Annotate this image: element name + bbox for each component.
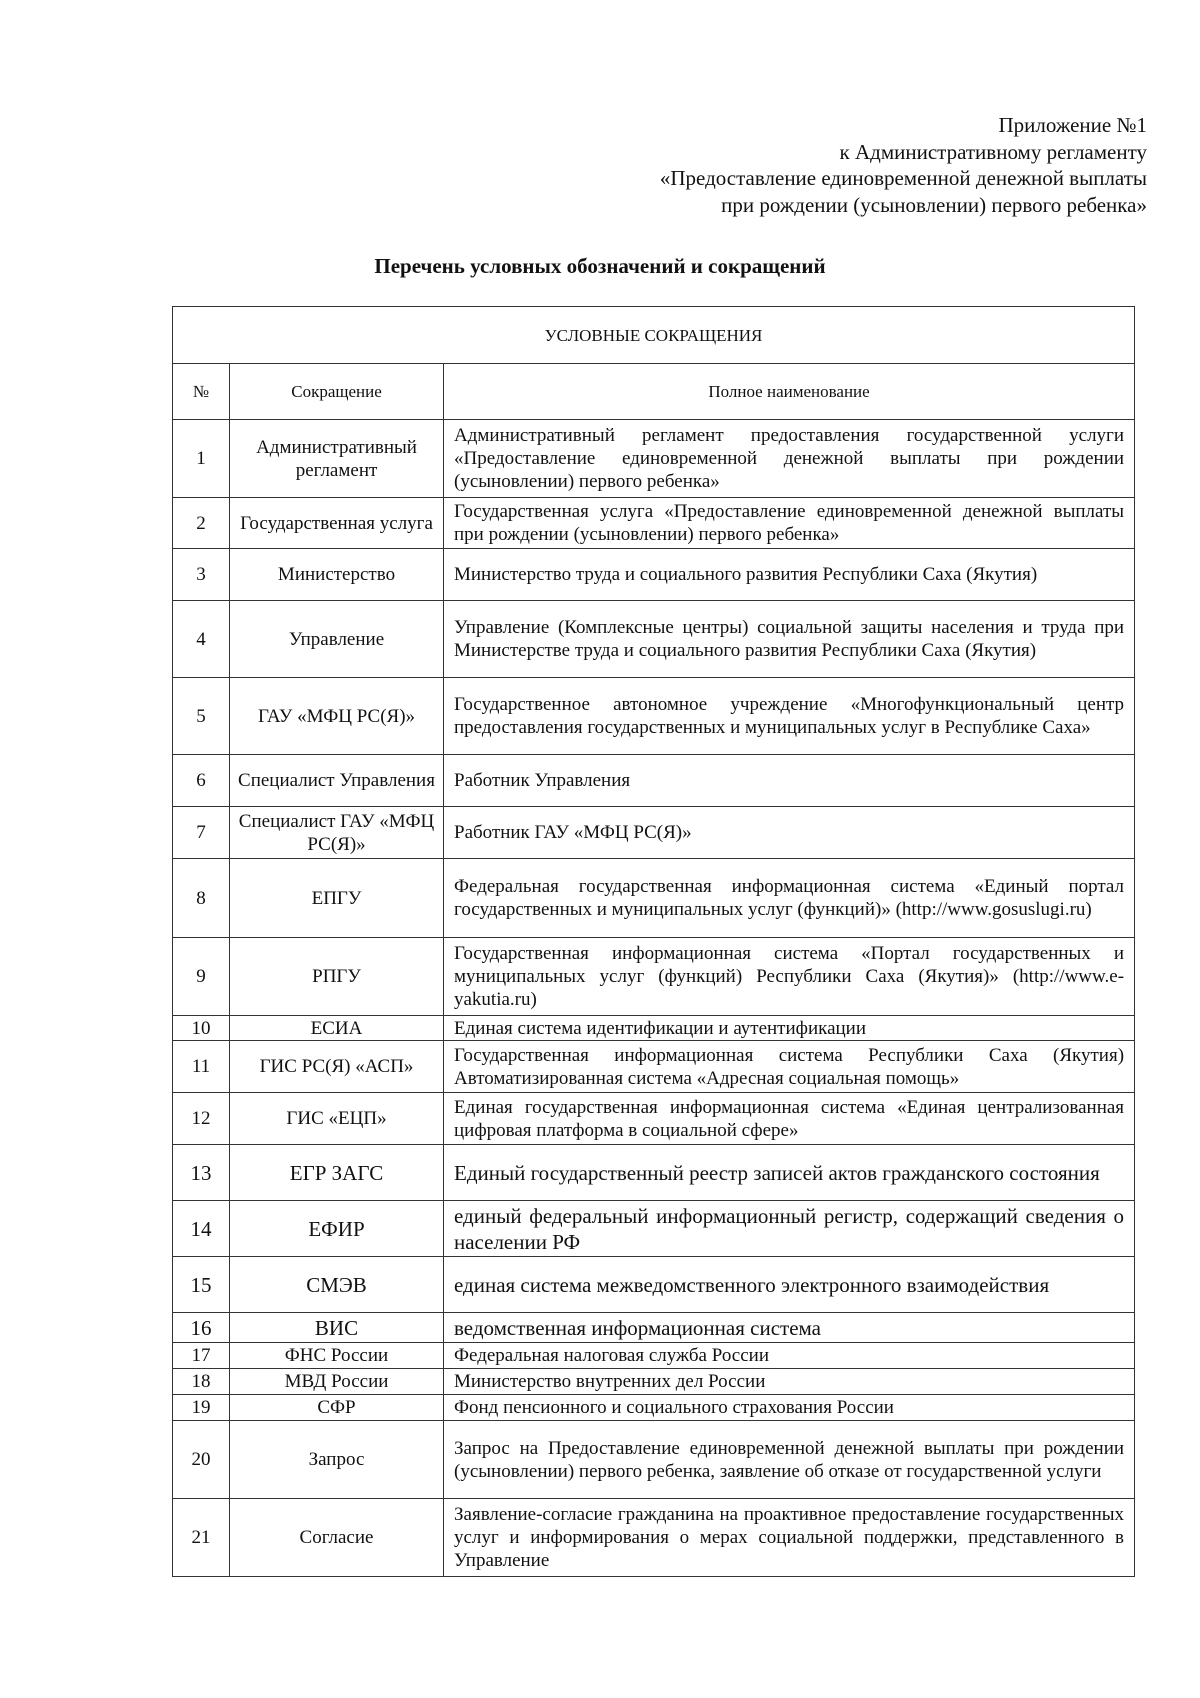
row-full-name: единый федеральный информационный регистр, содержащий сведения о населении РФ [444,1201,1135,1257]
row-abbreviation: Специалист Управления [230,755,444,807]
row-full-name: Работник Управления [444,755,1135,807]
table-row [173,1145,1135,1201]
row-abbreviation: ЕГР ЗАГС [230,1145,444,1201]
row-full-name: единая система межведомственного электронного взаимодействия [444,1257,1135,1313]
row-number: 11 [173,1041,230,1093]
row-abbreviation: Согласие [230,1499,444,1577]
table-row [173,601,1135,678]
table-row [173,1369,1135,1395]
row-abbreviation: ГАУ «МФЦ РС(Я)» [230,678,444,755]
table-body [173,420,1135,1577]
column-header-abbreviation: Сокращение [230,364,444,420]
row-number: 13 [173,1145,230,1201]
row-full-name: Министерство внутренних дел России [444,1369,1135,1395]
header-line: к Административному регламенту [839,139,1147,164]
row-abbreviation: ЕФИР [230,1201,444,1257]
table-row [173,859,1135,938]
table-row [173,549,1135,601]
table-row [173,1313,1135,1343]
table-row [173,1257,1135,1313]
table-row [173,1343,1135,1369]
table-row [173,420,1135,498]
row-full-name: Государственная услуга «Предоставление единовременной денежной выплаты при рождении (усыновлении) первого ребенка» [444,498,1135,549]
row-number: 5 [173,678,230,755]
row-full-name: Министерство труда и социального развития Республики Саха (Якутия) [444,549,1135,601]
table-row [173,498,1135,549]
row-full-name: Административный регламент предоставления государственной услуги «Предоставление единовременной денежной выплаты при рождении (усыновлении) первого ребенка» [444,420,1135,498]
row-number: 1 [173,420,230,498]
row-full-name: Управление (Комплексные центры) социальной защиты населения и труда при Министерстве труда и социального развития Республики Саха (Якутия) [444,601,1135,678]
row-full-name: Государственное автономное учреждение «Многофункциональный центр предоставления государственных и муниципальных услуг в Республике Саха» [444,678,1135,755]
row-abbreviation: Запрос [230,1421,444,1499]
row-number: 19 [173,1395,230,1421]
table-row [173,678,1135,755]
row-abbreviation: ЕСИА [230,1016,444,1041]
row-abbreviation: Министерство [230,549,444,601]
row-full-name: ведомственная информационная система [444,1313,1135,1343]
table-row [173,1421,1135,1499]
row-full-name: Заявление-согласие гражданина на проактивное предоставление государственных услуг и информирования о мерах социальной поддержки, представленного в Управление [444,1499,1135,1577]
row-number: 18 [173,1369,230,1395]
row-abbreviation: ФНС России [230,1343,444,1369]
row-number: 6 [173,755,230,807]
appendix-header [507,112,1147,218]
row-full-name: Фонд пенсионного и социального страхования России [444,1395,1135,1421]
row-number: 10 [173,1016,230,1041]
row-abbreviation: ВИС [230,1313,444,1343]
table-row [173,1201,1135,1257]
header-line: «Предоставление единовременной денежной выплаты [659,166,1147,190]
row-full-name: Федеральная налоговая служба России [444,1343,1135,1369]
row-number: 8 [173,859,230,938]
table-row [173,1395,1135,1421]
row-number: 20 [173,1421,230,1499]
row-full-name: Единая государственная информационная система «Единая централизованная цифровая платформа в социальной сфере» [444,1093,1135,1145]
row-number: 9 [173,938,230,1016]
row-full-name: Единая система идентификации и аутентификации [444,1016,1135,1041]
row-number: 15 [173,1257,230,1313]
table-row [173,1093,1135,1145]
row-number: 14 [173,1201,230,1257]
row-number: 17 [173,1343,230,1369]
row-full-name: Работник ГАУ «МФЦ РС(Я)» [444,807,1135,859]
row-number: 21 [173,1499,230,1577]
row-full-name: Государственная информационная система «Портал государственных и муниципальных услуг (функций) Республики Саха (Якутия)» (http://www.e-yakutia.ru) [444,938,1135,1016]
column-header-number: № [173,364,230,420]
table-row [173,938,1135,1016]
row-abbreviation: СФР [230,1395,444,1421]
abbreviations-table [172,306,1135,1577]
table-row [173,1016,1135,1041]
row-number: 3 [173,549,230,601]
row-abbreviation: ГИС «ЕЦП» [230,1093,444,1145]
table-row [173,1041,1135,1093]
header-line: Приложение №1 [998,113,1147,137]
row-abbreviation: Административный регламент [230,420,444,498]
table-row [173,807,1135,859]
row-number: 7 [173,807,230,859]
row-full-name: Государственная информационная система Республики Саха (Якутия) Автоматизированная система «Адресная социальная помощь» [444,1041,1135,1093]
header-line: при рождении (усыновлении) первого ребенка» [721,192,1147,217]
row-number: 2 [173,498,230,549]
row-abbreviation: РПГУ [230,938,444,1016]
row-abbreviation: ЕПГУ [230,859,444,938]
row-full-name: Единый государственный реестр записей актов гражданского состояния [444,1145,1135,1201]
row-abbreviation: СМЭВ [230,1257,444,1313]
table-row [173,755,1135,807]
row-full-name: Запрос на Предоставление единовременной денежной выплаты при рождении (усыновлении) первого ребенка, заявление об отказе от государственной услуги [444,1421,1135,1499]
row-abbreviation: Специалист ГАУ «МФЦ РС(Я)» [230,807,444,859]
row-number: 4 [173,601,230,678]
row-abbreviation: ГИС РС(Я) «АСП» [230,1041,444,1093]
document-title: Перечень условных обозначений и сокращений [374,254,826,278]
column-header-full-name: Полное наименование [444,364,1135,420]
row-abbreviation: МВД России [230,1369,444,1395]
row-full-name: Федеральная государственная информационная система «Единый портал государственных и муниципальных услуг (функций)» (http://www.gosuslugi.ru) [444,859,1135,938]
table-caption: УСЛОВНЫЕ СОКРАЩЕНИЯ [173,307,1135,364]
row-number: 16 [173,1313,230,1343]
row-abbreviation: Управление [230,601,444,678]
row-number: 12 [173,1093,230,1145]
row-abbreviation: Государственная услуга [230,498,444,549]
table-row [173,1499,1135,1577]
